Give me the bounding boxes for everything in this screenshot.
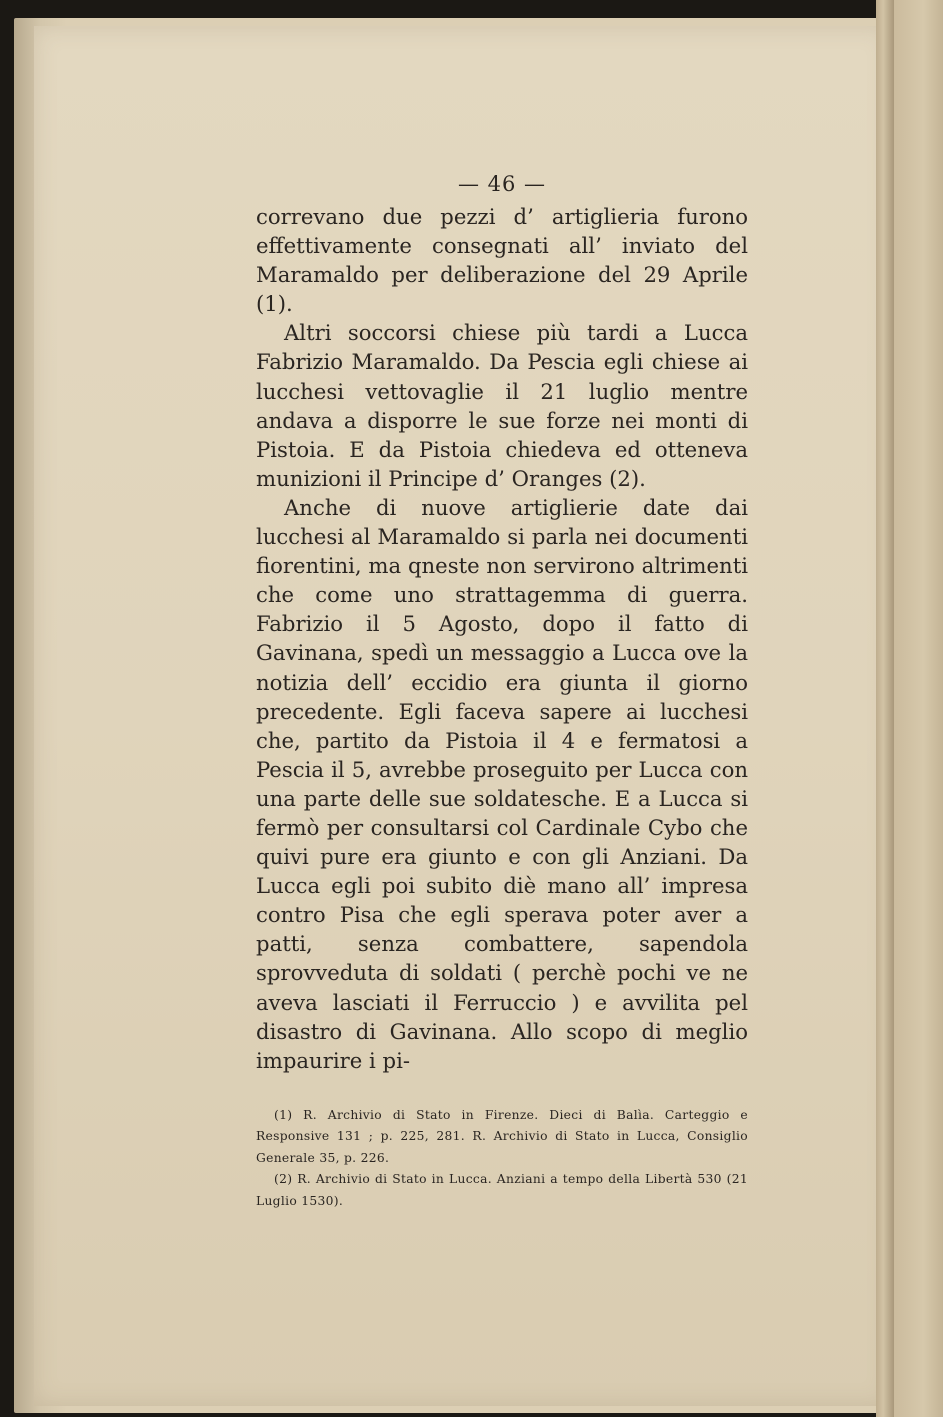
page-text-block: [256, 170, 748, 1212]
paragraph-1: correvano due pezzi d’ artiglieria furono effettivamente consegnati all’ inviato del Maramaldo per deliberazione del 29 Aprile (1).: [256, 204, 748, 317]
footnote-2: (2) R. Archivio di Stato in Lucca. Anziani a tempo della Libertà 530 (21 Luglio 1530).: [256, 1172, 748, 1208]
page-gutter: [876, 0, 894, 1417]
paragraph-3: Anche di nuove artiglierie date dai lucchesi al Maramaldo si parla nei documenti fiorentini, ma qneste non servirono altrimenti che come uno strattagemma di guerra. Fabrizio il 5 Agosto, dopo il fatto di Gavinana, spedì un messaggio a Lucca ove la notizia dell’ eccidio era giunta il giorno precedente. Egli faceva sapere ai lucchesi che, partito da Pistoia il 4 e fermatosi a Pescia il 5, avrebbe proseguito per Lucca con una parte delle sue soldatesche. E a Lucca si fermò per consultarsi col Cardinale Cybo che quivi pure era giunto e con gli Anziani. Da Lucca egli poi subito diè mano all’ impresa contro Pisa che egli sperava poter aver a patti, senza combattere, sapendola sprovveduta di soldati ( perchè pochi ve ne aveva lasciati il Ferruccio ) e avvilita pel disastro di Gavinana. Allo scopo di meglio impaurire i pi-: [256, 494, 748, 1073]
footnotes: [256, 1105, 748, 1213]
page-number: — 46 —: [457, 172, 547, 196]
footnote-1: (1) R. Archivio di Stato in Firenze. Dieci di Balìa. Carteggio e Responsive 131 ; p. 225, 281. R. Archivio di Stato in Lucca, Consiglio Generale 35, p. 226.: [256, 1107, 748, 1165]
paragraph-2: Altri soccorsi chiese più tardi a Lucca Fabrizio Maramaldo. Da Pescia egli chiese ai lucchesi vettovaglie il 21 luglio mentre andava a disporre le sue forze nei monti di Pistoia. E da Pistoia chiedeva ed otteneva munizioni il Principe d’ Oranges (2).: [256, 320, 748, 491]
body-text: [256, 202, 748, 1075]
facing-page-edge: [894, 0, 943, 1417]
